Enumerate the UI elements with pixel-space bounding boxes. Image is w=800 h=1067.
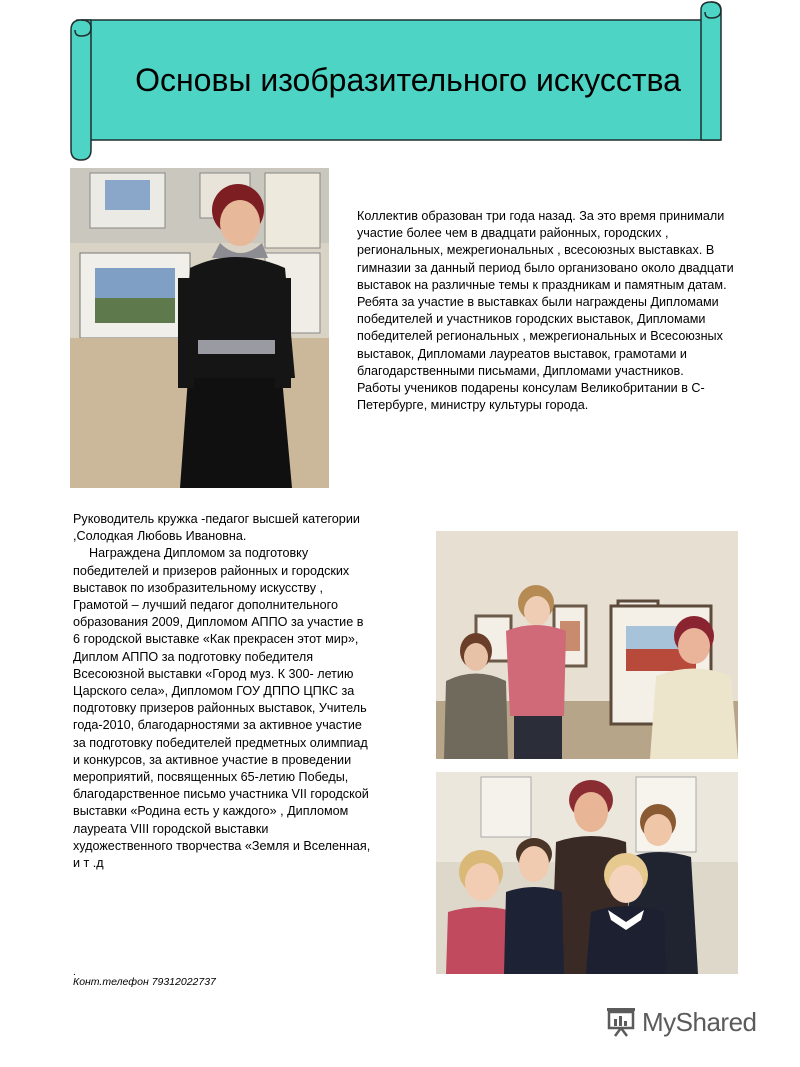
intro-paragraph: Работы учеников подарены консулам Великобритании в С-Петербурге, министру культуры города. (357, 381, 705, 413)
intro-paragraph: Коллектив образован три года назад. За это время принимали участие более чем в двадцати районных, городских , региональных, межрегиональных , всесоюзных выставках. В гимназии за данный период было организовано около двадцати выставок на различные темы к праздникам и памятным датам. Ребята за участие в выставках были награждены Дипломами победителей и участников городских выставок, Дипломами победителей региональных , межрегиональных и Всесоюзных выставок, Дипломами лауреатов выставок, грамотами и благодарственными письмами, Дипломами участников. (357, 209, 734, 378)
contact-phone: Конт.телефон 79312022737 (73, 976, 216, 988)
teacher-photo (70, 168, 329, 488)
children-photo (436, 772, 738, 974)
contact-info (73, 968, 216, 988)
contact-dot: . (73, 966, 76, 978)
teacher-bio (73, 511, 371, 872)
title-banner (65, 0, 730, 165)
exhibition-photo (436, 531, 738, 759)
presentation-board-icon (606, 1007, 636, 1037)
page-title: Основы изобразительного искусства (135, 62, 681, 98)
logo-wordmark: MyShared (642, 1006, 757, 1037)
myshared-logo (606, 1004, 757, 1040)
intro-text (357, 208, 757, 414)
bio-paragraph: Руководитель кружка -педагог высшей категории ,Солодкая Любовь Ивановна. (73, 512, 360, 544)
bio-paragraph: Награждена Дипломом за подготовку победителей и призеров районных и городских выставок по изобразительному искусству , Грамотой – лучший педагог дополнительного образования 2009, Дипломом АППО за участие в 6 городской выставке «Как прекрасен этот мир», Диплом АППО за подготовку победителя Всесоюзной выставки «Город муз. К 300- летию Царского села», Дипломом ГОУ ДППО ЦПКС за подготовку призеров районных выставок, Учитель года-2010, благодарностями за активное участие за подготовку победителей предметных олимпиад и конкурсов, за активное участие в проведении мероприятий, посвященных 65-летию Победы, благодарственное письмо участника VII городской выставки «Родина есть у каждого» , Дипломом лауреата VIII городской выставки художественного творчества «Земля и Вселенная, и т .д (73, 546, 371, 871)
